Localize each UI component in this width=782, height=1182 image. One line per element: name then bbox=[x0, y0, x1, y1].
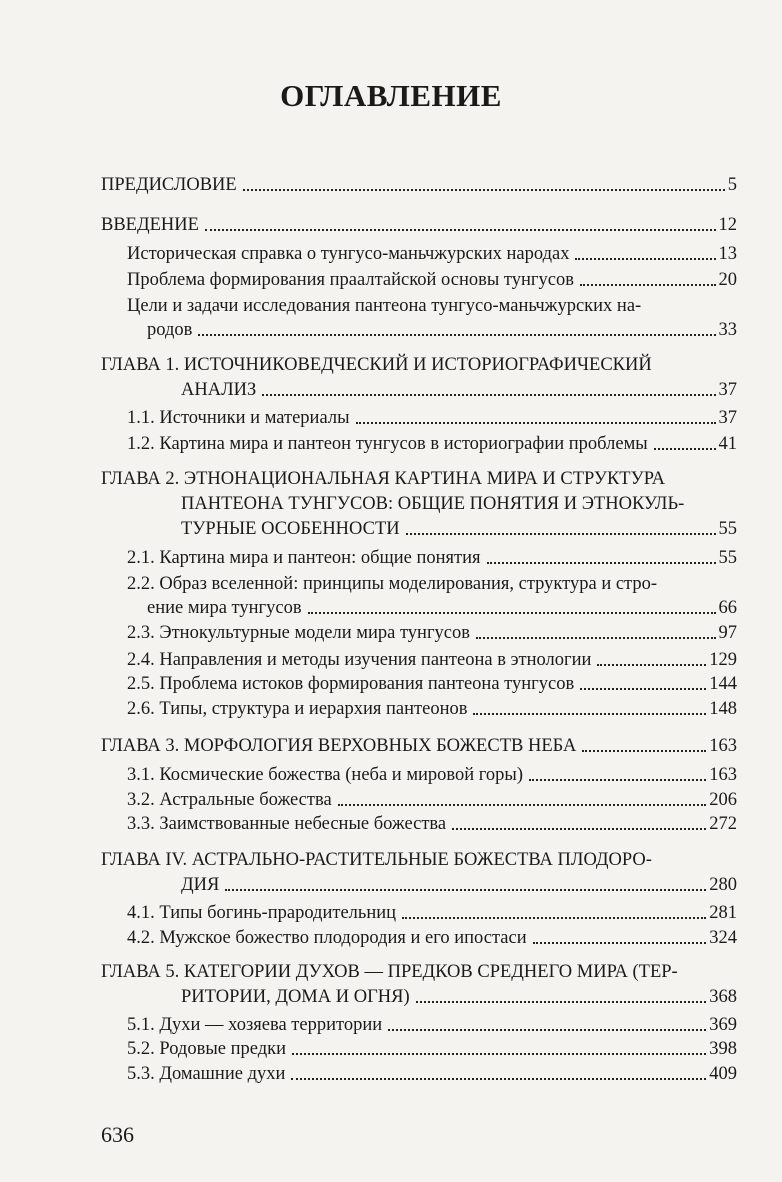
toc-entry-5-2 bbox=[127, 1037, 737, 1061]
page-title: ОГЛАВЛЕНИЕ bbox=[280, 78, 502, 113]
toc-page-number: 20 bbox=[718, 270, 737, 290]
toc-page-number: 97 bbox=[718, 623, 737, 643]
toc-entry-label: 3.2. Астральные божества bbox=[127, 790, 332, 810]
toc-entry-label: ВВЕДЕНИЕ bbox=[101, 215, 199, 235]
toc-entry-1-1 bbox=[127, 406, 737, 430]
toc-entry-label: ПРЕДИСЛОВИЕ bbox=[101, 175, 237, 195]
dot-leader bbox=[356, 422, 716, 424]
toc-entry-2-5 bbox=[127, 672, 737, 696]
toc-entry-label: 5.1. Духи — хозяева территории bbox=[127, 1015, 383, 1035]
toc-page-number: 272 bbox=[709, 814, 737, 834]
toc-entry-2-6 bbox=[127, 697, 737, 721]
toc-entry-5-1 bbox=[127, 1013, 737, 1037]
dot-leader bbox=[473, 713, 706, 715]
toc-entry-label: 3.1. Космические божества (неба и мировой горы) bbox=[127, 765, 524, 785]
toc-entry-2-2-line1: 2.2. Образ вселенной: принципы моделирования, структура и стро- bbox=[127, 574, 658, 594]
toc-entry-label: ГЛАВА 3. МОРФОЛОГИЯ ВЕРХОВНЫХ БОЖЕСТВ НЕБА bbox=[101, 736, 577, 756]
toc-page-number: 55 bbox=[718, 548, 737, 568]
toc-entry-2-2 bbox=[147, 596, 737, 620]
toc-page-number: 280 bbox=[709, 875, 737, 895]
toc-chapter-4 bbox=[181, 873, 737, 897]
toc-entry-intro-1 bbox=[127, 242, 737, 266]
dot-leader bbox=[205, 229, 716, 231]
dot-leader bbox=[654, 448, 716, 450]
toc-page-number: 148 bbox=[709, 699, 737, 719]
toc-page-number: 206 bbox=[709, 790, 737, 810]
toc-entry-5-3 bbox=[127, 1062, 737, 1086]
toc-page-number: 163 bbox=[709, 765, 737, 785]
toc-entry-2-4 bbox=[127, 648, 737, 672]
dot-leader bbox=[243, 189, 725, 191]
dot-leader bbox=[580, 284, 716, 286]
toc-chapter-1-line1: ГЛАВА 1. ИСТОЧНИКОВЕДЧЕСКИЙ И ИСТОРИОГРАФИЧЕСКИЙ bbox=[101, 355, 652, 375]
toc-entry-1-2 bbox=[127, 432, 737, 456]
toc-page-number: 55 bbox=[718, 519, 737, 539]
toc-page-number: 41 bbox=[718, 434, 737, 454]
toc-page-number: 129 bbox=[709, 650, 737, 670]
toc-page-number: 144 bbox=[709, 674, 737, 694]
toc-entry-intro-2 bbox=[127, 268, 737, 292]
toc-chapter-2-line1: ГЛАВА 2. ЭТНОНАЦИОНАЛЬНАЯ КАРТИНА МИРА И СТРУКТУРА bbox=[101, 469, 665, 489]
toc-entry-label: 2.3. Этнокультурные модели мира тунгусов bbox=[127, 623, 470, 643]
dot-leader bbox=[402, 917, 706, 919]
toc-entry-intro bbox=[101, 213, 737, 237]
toc-page-number: 369 bbox=[709, 1015, 737, 1035]
dot-leader bbox=[292, 1053, 706, 1055]
toc-entry-label: родов bbox=[147, 320, 193, 340]
toc-entry-2-3 bbox=[127, 621, 737, 645]
dot-leader bbox=[338, 804, 707, 806]
page-number: 636 bbox=[101, 1122, 134, 1147]
toc-entry-label: АНАЛИЗ bbox=[181, 380, 257, 400]
toc-entry-4-1 bbox=[127, 901, 737, 925]
toc-entry-label: ДИЯ bbox=[181, 875, 220, 895]
dot-leader bbox=[416, 1001, 707, 1003]
dot-leader bbox=[529, 779, 706, 781]
toc-page-number: 5 bbox=[727, 175, 737, 195]
toc-page-number: 12 bbox=[718, 215, 737, 235]
toc-entry-intro-3 bbox=[147, 318, 737, 342]
toc-page-number: 281 bbox=[709, 903, 737, 923]
toc-chapter-5-line1: ГЛАВА 5. КАТЕГОРИИ ДУХОВ — ПРЕДКОВ СРЕДНЕГО МИРА (ТЕР- bbox=[101, 962, 678, 982]
toc-chapter-2-line2: ПАНТЕОНА ТУНГУСОВ: ОБЩИЕ ПОНЯТИЯ И ЭТНОКУЛЬ- bbox=[181, 494, 685, 514]
toc-entry-label: 2.4. Направления и методы изучения пантеона в этнологии bbox=[127, 650, 592, 670]
toc-entry-label: РИТОРИИ, ДОМА И ОГНЯ) bbox=[181, 987, 410, 1007]
toc-page-number: 66 bbox=[718, 598, 737, 618]
toc-entry-label: 5.3. Домашние духи bbox=[127, 1064, 286, 1084]
toc-entry-label: Историческая справка о тунгусо-маньчжурских народах bbox=[127, 244, 570, 264]
toc-entry-label: 5.2. Родовые предки bbox=[127, 1039, 287, 1059]
toc-entry-label: 1.2. Картина мира и пантеон тунгусов в историографии проблемы bbox=[127, 434, 648, 454]
toc-entry-intro-3-line1: Цели и задачи исследования пантеона тунгусо-маньчжурских на- bbox=[127, 296, 642, 316]
toc-entry-label: 4.1. Типы богинь-прародительниц bbox=[127, 903, 397, 923]
dot-leader bbox=[487, 562, 716, 564]
toc-entry-label: 4.2. Мужское божество плодородия и его ипостаси bbox=[127, 928, 527, 948]
toc-entry-2-1 bbox=[127, 546, 737, 570]
toc-chapter-4-line1: ГЛАВА IV. АСТРАЛЬНО-РАСТИТЕЛЬНЫЕ БОЖЕСТВА ПЛОДОРО- bbox=[101, 850, 652, 870]
dot-leader bbox=[597, 664, 706, 666]
dot-leader bbox=[198, 334, 715, 336]
dot-leader bbox=[291, 1078, 706, 1080]
toc-entry-preface bbox=[101, 173, 737, 197]
toc-page-number: 37 bbox=[718, 380, 737, 400]
dot-leader bbox=[452, 828, 706, 830]
toc-entry-3-2 bbox=[127, 788, 737, 812]
toc-entry-4-2 bbox=[127, 926, 737, 950]
dot-leader bbox=[225, 889, 706, 891]
toc-entry-label: 2.1. Картина мира и пантеон: общие понятия bbox=[127, 548, 481, 568]
dot-leader bbox=[575, 258, 715, 260]
toc-page-number: 368 bbox=[709, 987, 737, 1007]
toc-chapter-3 bbox=[101, 734, 737, 758]
toc-chapter-1 bbox=[181, 378, 737, 402]
toc-page-number: 33 bbox=[718, 320, 737, 340]
toc-entry-label: ение мира тунгусов bbox=[147, 598, 302, 618]
dot-leader bbox=[388, 1029, 706, 1031]
toc-page-number: 324 bbox=[709, 928, 737, 948]
toc-entry-label: Проблема формирования праалтайской основы тунгусов bbox=[127, 270, 574, 290]
toc-entry-label: 2.5. Проблема истоков формирования пантеона тунгусов bbox=[127, 674, 575, 694]
toc-entry-label: 2.6. Типы, структура и иерархия пантеонов bbox=[127, 699, 468, 719]
toc-entry-label: 1.1. Источники и материалы bbox=[127, 408, 350, 428]
toc-entry-3-1 bbox=[127, 763, 737, 787]
toc-entry-3-3 bbox=[127, 812, 737, 836]
toc-chapter-2 bbox=[181, 517, 737, 541]
dot-leader bbox=[262, 394, 715, 396]
toc-chapter-5 bbox=[181, 985, 737, 1009]
dot-leader bbox=[406, 533, 716, 535]
toc-entry-label: 3.3. Заимствованные небесные божества bbox=[127, 814, 447, 834]
dot-leader bbox=[580, 688, 706, 690]
toc-page-number: 13 bbox=[718, 244, 737, 264]
toc-page-number: 409 bbox=[709, 1064, 737, 1084]
dot-leader bbox=[582, 750, 706, 752]
toc-page-number: 37 bbox=[718, 408, 737, 428]
dot-leader bbox=[476, 637, 716, 639]
toc-entry-label: ТУРНЫЕ ОСОБЕННОСТИ bbox=[181, 519, 400, 539]
toc-page-number: 398 bbox=[709, 1039, 737, 1059]
dot-leader bbox=[533, 942, 707, 944]
dot-leader bbox=[308, 612, 716, 614]
toc-page-number: 163 bbox=[709, 736, 737, 756]
